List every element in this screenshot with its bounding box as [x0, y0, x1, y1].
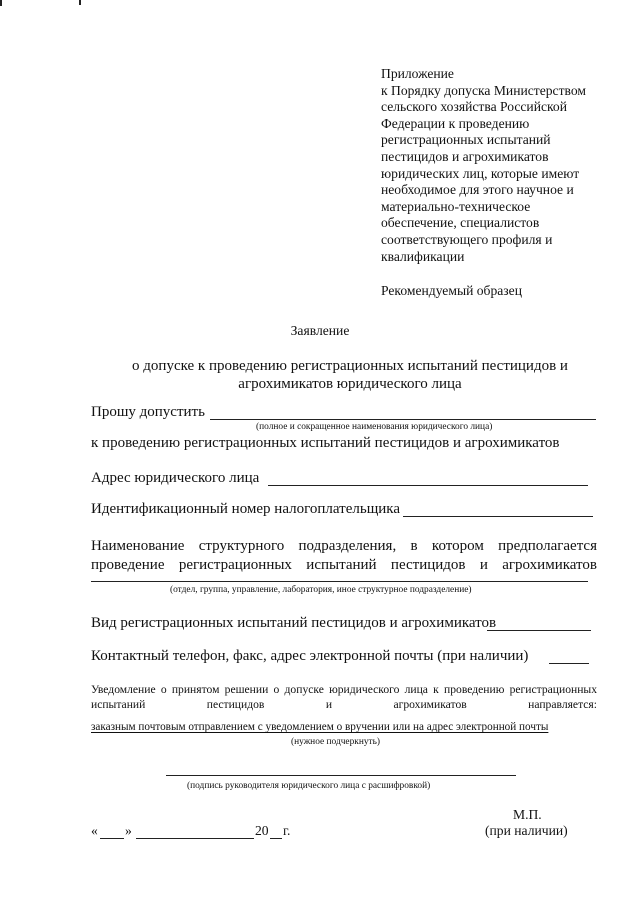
notification-text: Уведомление о принятом решении о допуске юридического лица к проведению регистрационных испытаний пестицидов и агрохимикатов направляется:: [91, 683, 597, 711]
appendix-line: к Порядку допуска Министерством: [381, 82, 586, 98]
stamp-hint: (при наличии): [485, 823, 568, 838]
test-type-label: Вид регистрационных испытаний пестицидов и агрохимикатов: [91, 615, 497, 631]
appendix-line: обеспечение, специалистов: [381, 215, 540, 231]
division-hint: (отдел, группа, управление, лаборатория, иное структурное подразделение): [170, 585, 472, 595]
address-label: Адрес юридического лица: [91, 470, 260, 486]
org-name-field[interactable]: [210, 419, 596, 420]
sample-label: Рекомендуемый образец: [381, 283, 522, 298]
date-month-field[interactable]: [136, 838, 254, 839]
delivery-options[interactable]: заказным почтовым отправлением с уведомлением о вручении или на адрес электронной почты: [91, 721, 549, 733]
appendix-line: соответствующего профиля и: [381, 231, 553, 247]
appendix-line: материально-техническое: [381, 198, 531, 214]
appendix-line: пестицидов и агрохимикатов: [381, 148, 549, 164]
date-year-field[interactable]: [270, 838, 282, 839]
date-day-field[interactable]: [100, 838, 124, 839]
inn-label: Идентификационный номер налогоплательщика: [91, 501, 401, 517]
date-open-quote: «: [91, 823, 98, 838]
date-year-label: г.: [283, 823, 291, 838]
appendix-line: квалификации: [381, 248, 465, 264]
appendix-line: Федерации к проведению: [381, 115, 530, 131]
test-type-field[interactable]: [487, 630, 591, 631]
address-field[interactable]: [268, 485, 588, 486]
document-title: Заявление: [290, 323, 350, 338]
contact-field[interactable]: [549, 663, 589, 664]
appendix-line: необходимое для этого научное и: [381, 182, 574, 198]
inn-field[interactable]: [403, 516, 593, 517]
contact-label: Контактный телефон, факс, адрес электронной почты (при наличии): [91, 648, 529, 664]
appendix-line: Приложение: [381, 66, 454, 81]
stamp-label: М.П.: [513, 807, 542, 822]
signature-field[interactable]: [166, 775, 516, 776]
appendix-header: [381, 66, 621, 265]
date-close-quote: »: [125, 823, 132, 838]
delivery-hint: (нужное подчеркнуть): [291, 737, 381, 747]
request-label: Прошу допустить: [91, 404, 205, 420]
appendix-line: сельского хозяйства Российской: [381, 99, 568, 115]
division-field[interactable]: [91, 581, 588, 582]
scan-mark: [0, 0, 2, 6]
signature-hint: (подпись руководителя юридического лица с расшифровкой): [187, 781, 431, 791]
scan-mark: [79, 0, 81, 5]
request-purpose: к проведению регистрационных испытаний пестицидов и агрохимикатов: [91, 435, 560, 451]
date-year-prefix: 20: [255, 823, 269, 838]
document-subtitle: о допуске к проведению регистрационных испытаний пестицидов и агрохимикатов юридического лица: [132, 358, 568, 392]
division-label: Наименование структурного подразделения, в котором предполагается проведение регистрационных испытаний пестицидов и агрохимикатов: [91, 538, 597, 573]
appendix-line: регистрационных испытаний: [381, 132, 551, 148]
org-name-hint: (полное и сокращенное наименования юридического лица): [256, 422, 493, 432]
appendix-line: юридических лиц, которые имеют: [381, 165, 580, 181]
